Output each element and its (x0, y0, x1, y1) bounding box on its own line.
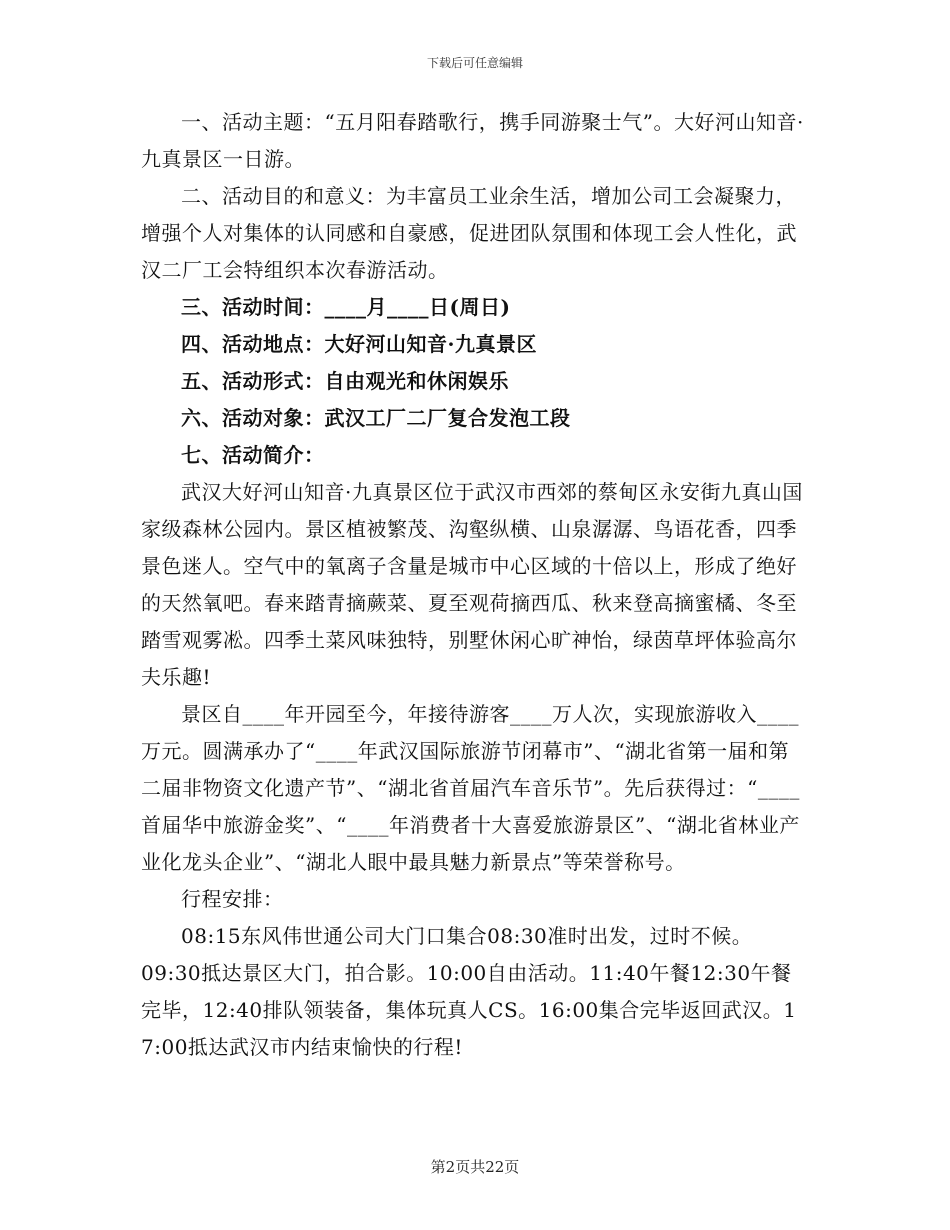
paragraph-schedule-heading: 行程安排： (181, 887, 284, 911)
paragraph-honors: 景区自____年开园至今，年接待游客____万人次，实现旅游收入____万元。圆满承办了“____年武汉国际旅游节闭幕市”、“湖北省第一届和第二届非物资文化遗产节”、“湖北省首届汽车音乐节”。先后获得过：“____首届华中旅游金奖”、“____年消费者十大喜爱旅游景区”、“湖北省林业产业化龙头企业”、“湖北人眼中最具魅力新景点”等荣誉称号。 (141, 702, 800, 874)
paragraph-intro-body: 武汉大好河山知音·九真景区位于武汉市西郊的蔡甸区永安街九真山国家级森林公园内。景区植被繁茂、沟壑纵横、山泉潺潺、鸟语花香，四季景色迷人。空气中的氧离子含量是城市中心区域的十倍以上，形成了绝好的天然氧吧。春来踏青摘蕨菜、夏至观荷摘西瓜、秋来登高摘蜜橘、冬至踏雪观雾凇。四季土菜风味独特，别墅休闲心旷神怡，绿茵草坪体验高尔夫乐趣! (141, 480, 803, 689)
page-footer: 第2页共22页 (430, 1158, 520, 1176)
paragraph-format: 五、活动形式：自由观光和休闲娱乐 (181, 369, 509, 393)
page-header: 下载后可任意编辑 (426, 56, 523, 70)
paragraph-participants: 六、活动对象：武汉工厂二厂复合发泡工段 (181, 406, 571, 430)
document-body (141, 104, 809, 1066)
paragraph-location: 四、活动地点：大好河山知音·九真景区 (181, 332, 537, 356)
paragraph-theme: 一、活动主题：“五月阳春踏歌行，携手同游聚士气”。大好河山知音·九真景区一日游。 (141, 110, 804, 171)
paragraph-intro-heading: 七、活动简介： (181, 443, 325, 467)
paragraph-purpose: 二、活动目的和意义：为丰富员工业余生活，增加公司工会凝聚力，增强个人对集体的认同感和自豪感，促进团队氛围和体现工会人性化，武汉二厂工会特组织本次春游活动。 (141, 184, 797, 282)
paragraph-schedule-2: 09:30抵达景区大门，拍合影。10:00自由活动。11:40午餐12:30午餐完毕，12:40排队领装备，集体玩真人CS。16:00集合完毕返回武汉。17:00抵达武汉市内结束愉快的行程! (141, 961, 797, 1059)
paragraph-time: 三、活动时间：____月____日(周日) (181, 295, 511, 319)
paragraph-schedule-1: 08:15东风伟世通公司大门口集合08:30准时出发，过时不候。 (181, 924, 753, 948)
